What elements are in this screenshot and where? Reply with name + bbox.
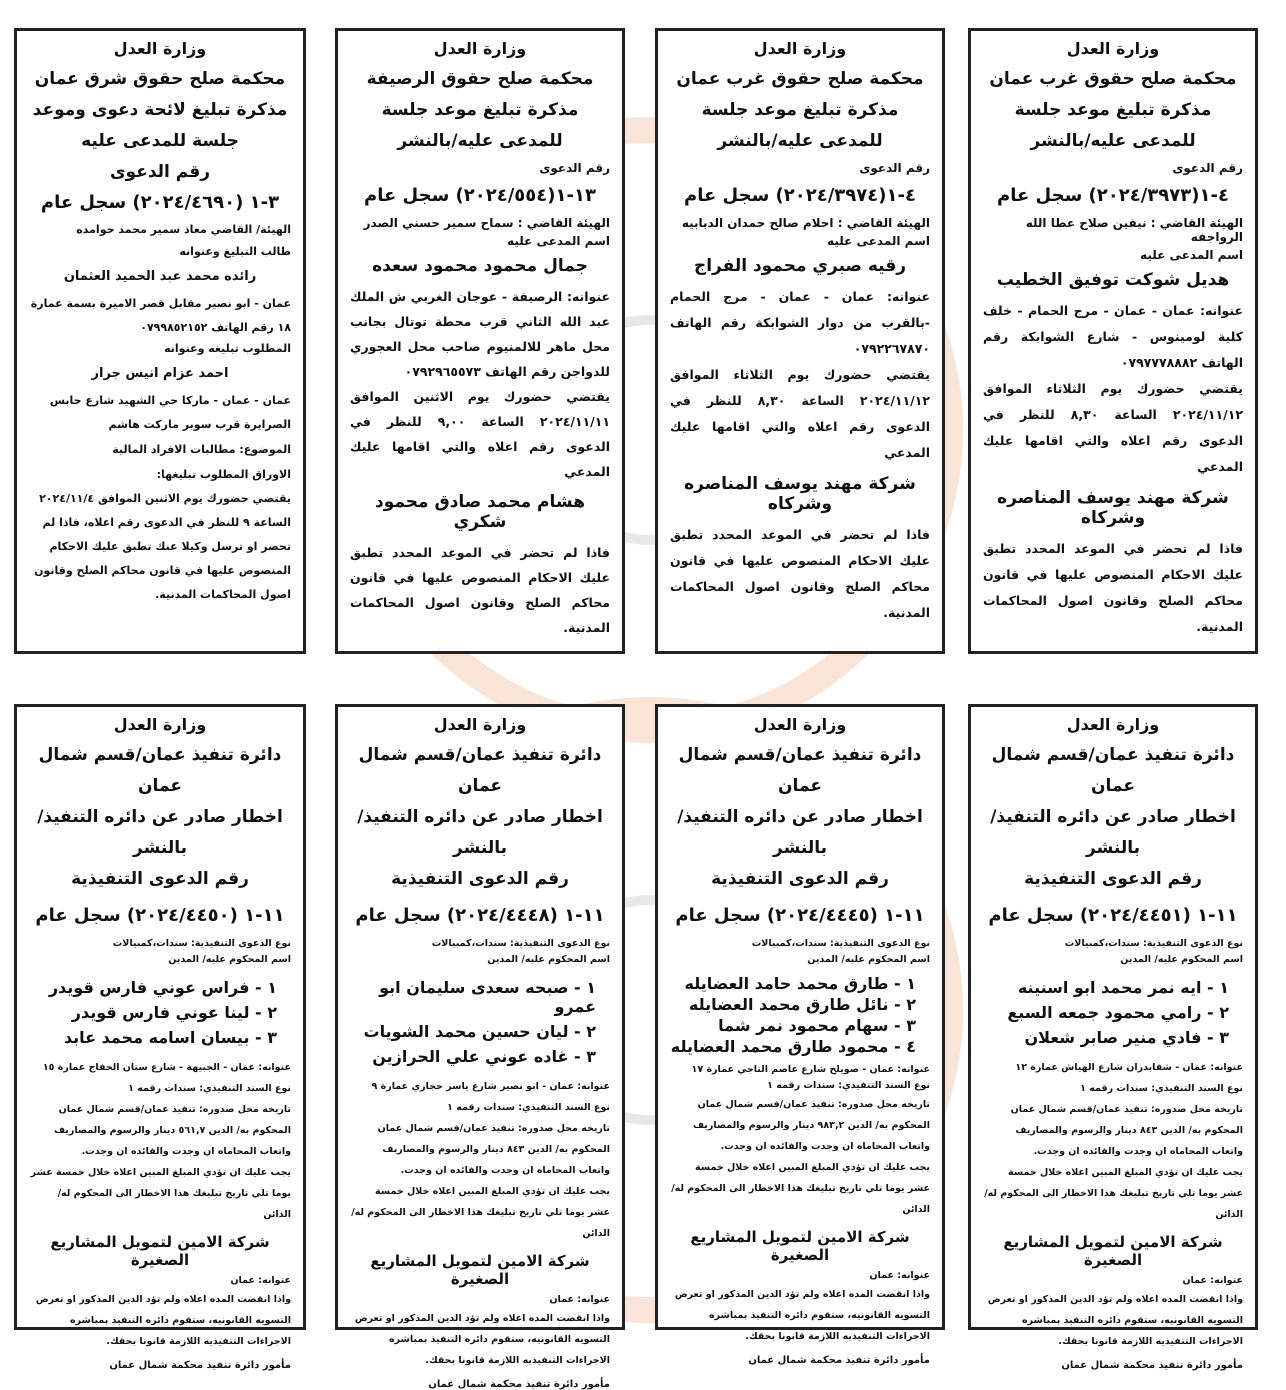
case-label: رقم الدعوى [1172, 161, 1243, 175]
defendant-address: عنوانه: الرصيفة - عوجان الغربي ش الملك عبد الله الثاني قرب محطة توتال بجانب محل ماهر للالمنيوم صاحب محل العجوري للدواجن رقم الهاتف ٠٧٩٢٩٦٥٥٧٣ [350, 289, 610, 379]
bond-date: تاريخه محل صدوره: تنفيذ عمان/قسم شمال عمان [377, 1123, 610, 1134]
notice-subject: مذكرة تبليغ موعد جلسة للمدعى عليه/بالنشر [381, 100, 579, 151]
requester-label: طالب التبليغ وعنوانه [179, 245, 291, 258]
defendant-name: هديل شوكت توفيق الخطيب [996, 270, 1230, 290]
summons-text: يقتضي حضورك يوم الاثنين الموافق ٢٠٢٤/١١/٤ الساعة ٩ للنظر في الدعوى رقم اعلاه، فاذا لم تحضر او ترسل وكيلا عنك تطبق عليك الاحكام المنصوص عليها في قانون محاكم الصلح وقانون اصول المحاكمات المدنية. [34, 492, 291, 601]
debtor-name: ٢ - لينا عوني فارس قويدر [71, 1003, 277, 1022]
debtor-name: ٣ - غاده عوني علي الحرازين [372, 1047, 596, 1066]
case-type: نوع الدعوى التنفيذية: سندات،كمبيالات [112, 938, 291, 949]
defendant-name: رقيه صبري محمود الفراج [693, 256, 907, 276]
creditor-address: عنوانه: عمان [1182, 1275, 1243, 1286]
debtor-list [670, 974, 930, 1056]
bond-date: تاريخه محل صدوره: تنفيذ عمان/قسم شمال عمان [697, 1099, 930, 1110]
debtor-address: عنوانه: عمان - صويلح شارع عاصم التاجي عمارة ١٧ [691, 1064, 930, 1075]
target-name: احمد عزام انيس جرار [91, 366, 229, 381]
creditor-address: عنوانه: عمان [869, 1270, 930, 1281]
dept-name: دائرة تنفيذ عمان/قسم شمال عمان [678, 745, 922, 796]
debtor-name: ١ - فراس عوني فارس قويدر [48, 978, 277, 997]
case-type: نوع الدعوى التنفيذية: سندات،كمبيالات [1064, 938, 1243, 949]
case-label: رقم الدعوى [859, 161, 930, 175]
case-number: ٤-١(٢٠٢٤/٣٩٧٣) سجل عام [997, 185, 1229, 206]
debtor-name: ٢ - ليان حسين محمد الشويات [363, 1022, 596, 1041]
notice-subject: مذكرة تبليغ موعد جلسة للمدعى عليه/بالنشر [701, 100, 899, 151]
debtor-name: ١ - صبحه سعدى سليمان ابو عمرو [379, 978, 596, 1016]
case-number: ١١-١ (٢٠٢٤/٤٤٥٠) سجل عام [35, 905, 285, 926]
debtor-address: عنوانه: عمان - الجبيهة - شارع سنان الخفاج عمارة ١٥ [42, 1062, 291, 1073]
ministry-heading: وزارة العدل [113, 39, 207, 58]
defendant-label: اسم المدعى عليه [507, 234, 610, 248]
officer-signature: مأمور دائرة تنفيذ محكمة شمال عمان [109, 1360, 291, 1371]
requester-address: عمان - ابو نصير مقابل قصر الاميرة بسمة عمارة ١٨ رقم الهاتف ٠٧٩٩٨٥٢١٥٢ [30, 297, 291, 334]
defendant-name: جمال محمود محمود سعده [372, 256, 588, 276]
creditor-name: شركة الامين لتمويل المشاريع الصغيرة [690, 1228, 910, 1264]
ministry-heading: وزارة العدل [1066, 39, 1160, 58]
case-number: ١١-١ (٢٠٢٤/٤٤٤٨) سجل عام [355, 905, 605, 926]
case-label: رقم الدعوى التنفيذية [711, 869, 889, 889]
debtor-label: اسم المحكوم عليه/ المدين [807, 954, 930, 965]
amount: المحكوم به/ الدين ٨٤٣ دينار والرسوم والمصاريف واتعاب المحاماه ان وجدت والفائده ان وجدت. [382, 1144, 610, 1176]
bond-type: نوع السند التنفيذي: سندات رقمه ١ [447, 1102, 610, 1113]
debtor-name: ٣ - بيسان اسامه محمد عابد [63, 1028, 277, 1047]
demand: يجب عليك ان تؤدي المبلغ المبين اعلاه خلال خمسة عشر يوما تلي تاريخ تبليغك هذا الاخطار الى المحكوم له/ الدائن [30, 1167, 291, 1220]
warning-text: فاذا لم تحضر في الموعد المحدد تطبق عليك الاحكام المنصوص عليها في قانون محاكم الصلح وقانون اصول المحاكمات المدنية. [350, 545, 610, 635]
ministry-heading: وزارة العدل [753, 715, 847, 734]
bond-type: نوع السند التنفيذي: سندات رقمه ١ [128, 1083, 291, 1094]
creditor-address: عنوانه: عمان [549, 1294, 610, 1305]
ministry-heading: وزارة العدل [1066, 715, 1160, 734]
amount: المحكوم به/ الدين ٩٨٣,٢ دينار والرسوم والمصاريف واتعاب المحاماه ان وجدت والفائده ان وجدت. [692, 1120, 930, 1152]
judge: الهيئة القاضي : سماح سمير حسني الصدر [363, 216, 610, 230]
court-name: محكمة صلح حقوق غرب عمان [676, 69, 924, 89]
warning-text: فاذا لم تحضر في الموعد المحدد تطبق عليك الاحكام المنصوص عليها في قانون محاكم الصلح وقانون اصول المحاكمات المدنية. [670, 527, 930, 620]
debtor-address: عنوانه: عمان - شفابدران شارع الهياش عمارة ١٢ [1015, 1062, 1243, 1073]
notice-subject: اخطار صادر عن دائره التنفيذ/ بالنشر [357, 807, 603, 858]
debtor-name: ٢ - رامي محمود جمعه السبع [1007, 1003, 1229, 1022]
debtor-list [983, 978, 1243, 1047]
defendant-address: عنوانه: عمان - عمان - مرج الحمام -بالقرب من دوار الشوابكة رقم الهاتف ٠٧٩٢٢٦٧٨٧٠ [670, 289, 930, 356]
ministry-heading: وزارة العدل [433, 715, 527, 734]
debtor-name: ١ - طارق محمد حامد العضايله [684, 974, 916, 993]
notice-subject: اخطار صادر عن دائره التنفيذ/ بالنشر [677, 807, 923, 858]
demand: يجب عليك ان تؤدي المبلغ المبين اعلاه خلال خمسة عشر يوما تلي تاريخ تبليغك هذا الاخطار الى المحكوم له/ الدائن [984, 1167, 1243, 1220]
ministry-heading: وزارة العدل [433, 39, 527, 58]
summons-text: يقتضي حضورك يوم الثلاثاء الموافق ٢٠٢٤/١١/١٢ الساعة ٨,٣٠ للنظر في الدعوى رقم اعلاه والتي اقامها عليك المدعي [670, 367, 931, 460]
consequence: واذا انقضت المده اعلاه ولم تؤد الدين المذكور او تعرض التسويه القانونيه، ستقوم دائره التنفيذ بمباشره الاجراءات التنفيذيه اللازمة قانونا بحقك. [354, 1313, 610, 1366]
notice-subject: مذكرة تبليغ لائحة دعوى وموعد جلسة للمدعى عليه [32, 100, 288, 151]
case-label: رقم الدعوى التنفيذية [1024, 869, 1202, 889]
defendant-address: عنوانه: عمان - عمان - مرج الحمام - خلف كلية لومينوس - شارع الشوابكة رقم الهاتف ٠٧٩٧٧٧٨٨٨٢ [983, 303, 1243, 370]
amount: المحكوم به/ الدين ٥٦١,٧ دينار والرسوم والمصاريف واتعاب المحاماه ان وجدت والفائده ان وجدت. [53, 1125, 291, 1157]
case-number: ١٣-١(٢٠٢٤/٥٥٤) سجل عام [364, 185, 596, 206]
notice-west-amman-1 [968, 28, 1258, 654]
creditor-name: شركة الامين لتمويل المشاريع الصغيرة [50, 1233, 270, 1269]
papers: الاوراق المطلوب تبليغها: [156, 468, 291, 481]
defendant-label: اسم المدعى عليه [827, 234, 930, 248]
debtor-name: ٢ - نائل طارق محمد العضايله [688, 995, 916, 1014]
court-name: محكمة صلح حقوق غرب عمان [989, 69, 1237, 89]
creditor-name: شركة الامين لتمويل المشاريع الصغيرة [1003, 1233, 1223, 1269]
dept-name: دائرة تنفيذ عمان/قسم شمال عمان [358, 745, 602, 796]
case-label: رقم الدعوى [539, 161, 610, 175]
bond-date: تاريخه محل صدوره: تنفيذ عمان/قسم شمال عمان [58, 1104, 291, 1115]
case-label: رقم الدعوى [109, 162, 211, 182]
notice-subject: مذكرة تبليغ موعد جلسة للمدعى عليه/بالنشر [1014, 100, 1212, 151]
plaintiff-name: شركة مهند يوسف المناصره وشركاه [997, 488, 1229, 528]
consequence: واذا انقضت المده اعلاه ولم تؤد الدين المذكور او تعرض التسويه القانونيه، ستقوم دائره التنفيذ بمباشره الاجراءات التنفيذيه اللازمة قانونا بحقك. [35, 1294, 291, 1347]
case-number: ١١-١ (٢٠٢٤/٤٤٥١) سجل عام [988, 905, 1238, 926]
dept-name: دائرة تنفيذ عمان/قسم شمال عمان [38, 745, 282, 796]
notice-subject: اخطار صادر عن دائره التنفيذ/ بالنشر [37, 807, 283, 858]
summons-text: يقتضي حضورك يوم الثلاثاء الموافق ٢٠٢٤/١١/١٢ الساعة ٨,٣٠ للنظر في الدعوى رقم اعلاه والتي اقامها عليك المدعي [983, 381, 1244, 474]
target-label: المطلوب تبليغه وعنوانه [164, 342, 291, 355]
notice-west-amman-2 [655, 28, 945, 654]
ministry-heading: وزارة العدل [753, 39, 847, 58]
court-name: محكمة صلح حقوق شرق عمان [34, 69, 286, 89]
case-number: ١١-١ (٢٠٢٤/٤٤٤٥) سجل عام [675, 905, 925, 926]
consequence: واذا انقضت المده اعلاه ولم تؤد الدين المذكور او تعرض التسويه القانونيه، ستقوم دائره التنفيذ بمباشره الاجراءات التنفيذيه اللازمة قانونا بحقك. [674, 1289, 930, 1342]
consequence: واذا انقضت المده اعلاه ولم تؤد الدين المذكور او تعرض التسويه القانونيه، ستقوم دائره التنفيذ بمباشره الاجراءات التنفيذيه اللازمة قانونا بحقك. [987, 1294, 1243, 1347]
judge: الهيئة القاضي : احلام صالح حمدان الدبابيه [681, 216, 930, 230]
warning-text: فاذا لم تحضر في الموعد المحدد تطبق عليك الاحكام المنصوص عليها في قانون محاكم الصلح وقانون اصول المحاكمات المدنية. [983, 541, 1243, 634]
demand: يجب عليك ان تؤدي المبلغ المبين اعلاه خلال خمسة عشر يوما تلي تاريخ تبليغك هذا الاخطار الى المحكوم له/ الدائن [671, 1162, 930, 1215]
debtor-name: ٣ - فادي منير صابر شعلان [1024, 1028, 1229, 1047]
notice-subject: اخطار صادر عن دائره التنفيذ/ بالنشر [990, 807, 1236, 858]
bond-type: نوع السند التنفيذي: سندات رقمه ١ [767, 1080, 930, 1091]
notice-rusaifa [335, 28, 625, 654]
debtor-list [29, 978, 291, 1047]
bond-type: نوع السند التنفيذي: سندات رقمه ١ [1080, 1083, 1243, 1094]
plaintiff-name: هشام محمد صادق محمود شكري [375, 492, 585, 532]
debtor-address: عنوانه: عمان - ابو نصير شارع ياسر حجازي عمارة ٩ [371, 1081, 610, 1092]
exec-notice-4448 [335, 704, 625, 1390]
dept-name: دائرة تنفيذ عمان/قسم شمال عمان [991, 745, 1235, 796]
judge: الهيئة/ القاضي معاذ سمير محمد حوامده [76, 223, 291, 236]
case-number: ٣-١ (٢٠٢٤/٤٦٩٠) سجل عام [40, 192, 280, 213]
debtor-name: ١ - ايه نمر محمد ابو اسنينه [1017, 978, 1229, 997]
court-name: محكمة صلح حقوق الرصيفة [366, 69, 594, 89]
debtor-name: ٤ - محمود طارق محمد العضايله [670, 1037, 916, 1056]
target-address: عمان - عمان - ماركا حي الشهيد شارع حابس الصرايرة قرب سوبر ماركت هاشم [49, 394, 291, 431]
officer-signature: مأمور دائرة تنفيذ محكمة شمال عمان [748, 1355, 930, 1366]
summons-text: يقتضي حضورك يوم الاثنين الموافق ٢٠٢٤/١١/١١ الساعة ٩,٠٠ للنظر في الدعوى رقم اعلاه والتي اقامها عليك المدعي [350, 389, 611, 479]
case-type: نوع الدعوى التنفيذية: سندات،كمبيالات [431, 938, 610, 949]
ministry-heading: وزارة العدل [113, 715, 207, 734]
defendant-label: اسم المدعى عليه [1140, 248, 1243, 262]
exec-notice-4450 [14, 704, 306, 1371]
officer-signature: مأمور دائرة تنفيذ محكمة شمال عمان [428, 1379, 610, 1390]
case-label: رقم الدعوى التنفيذية [71, 869, 249, 889]
amount: المحكوم به/ الدين ٨٤٣ دينار والرسوم والمصاريف واتعاب المحاماه ان وجدت والفائده ان وجدت. [1015, 1125, 1243, 1157]
judge: الهيئة القاضي : نيفين صلاح عطا الله الرواجفه [1025, 216, 1243, 244]
officer-signature: مأمور دائرة تنفيذ محكمة شمال عمان [1061, 1360, 1243, 1371]
case-label: رقم الدعوى التنفيذية [391, 869, 569, 889]
notice-east-amman [14, 28, 306, 654]
exec-notice-4451 [968, 704, 1258, 1371]
debtor-list [350, 978, 610, 1066]
topic: الموضوع: مطالبات الافراد المالية [112, 443, 291, 456]
debtor-name: ٣ - سهام محمود نمر شما [718, 1016, 916, 1035]
creditor-address: عنوانه: عمان [230, 1275, 291, 1286]
plaintiff-name: شركة مهند يوسف المناصره وشركاه [684, 474, 916, 514]
debtor-label: اسم المحكوم عليه/ المدين [168, 954, 291, 965]
exec-notice-4445 [655, 704, 945, 1366]
demand: يجب عليك ان تؤدي المبلغ المبين اعلاه خلال خمسة عشر يوما تلي تاريخ تبليغك هذا الاخطار الى المحكوم له/ الدائن [351, 1186, 610, 1239]
creditor-name: شركة الامين لتمويل المشاريع الصغيرة [370, 1252, 590, 1288]
debtor-label: اسم المحكوم عليه/ المدين [1120, 954, 1243, 965]
debtor-label: اسم المحكوم عليه/ المدين [487, 954, 610, 965]
bond-date: تاريخه محل صدوره: تنفيذ عمان/قسم شمال عمان [1010, 1104, 1243, 1115]
requester-name: رائده محمد عبد الحميد العثمان [63, 269, 257, 284]
case-type: نوع الدعوى التنفيذية: سندات،كمبيالات [751, 938, 930, 949]
case-number: ٤-١(٢٠٢٤/٣٩٧٤) سجل عام [684, 185, 916, 206]
